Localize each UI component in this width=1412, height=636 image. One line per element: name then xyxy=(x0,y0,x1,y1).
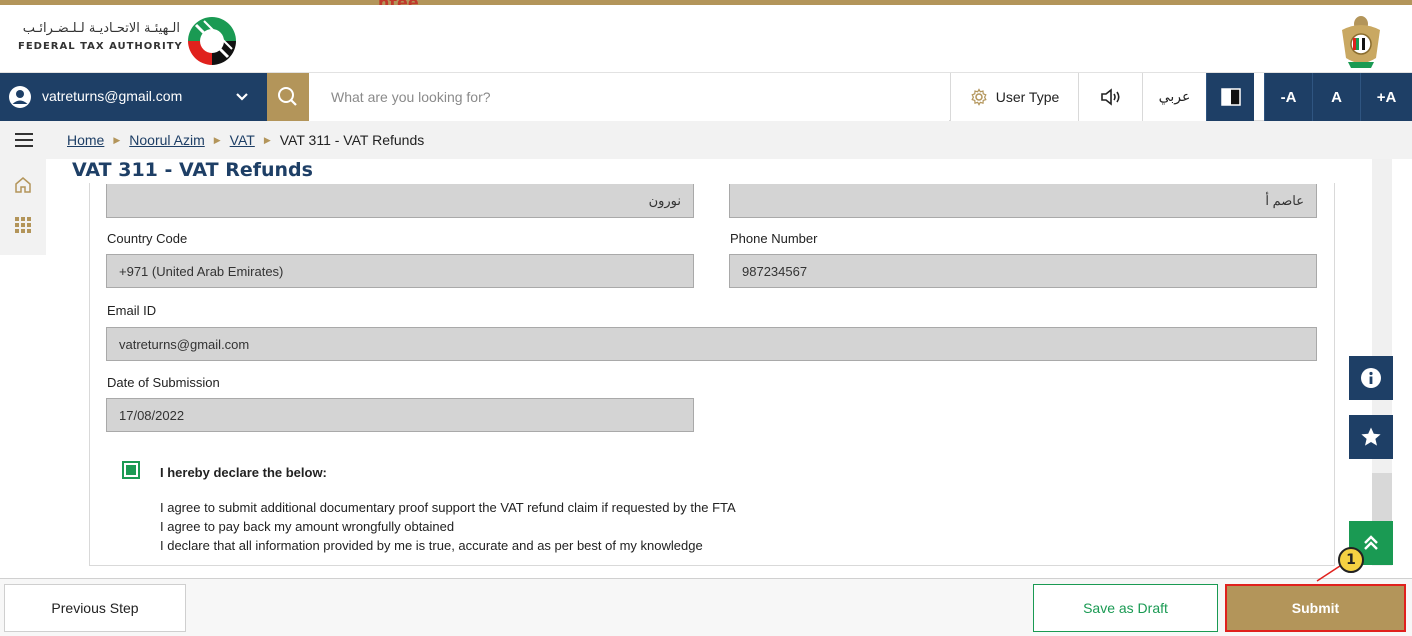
chevron-down-icon[interactable] xyxy=(232,86,252,106)
breadcrumb-user[interactable]: Noorul Azim xyxy=(129,132,205,148)
fta-logo-icon xyxy=(184,13,240,69)
left-sidebar xyxy=(0,159,46,255)
font-reset-button[interactable]: A xyxy=(1312,73,1360,121)
save-as-draft-button[interactable]: Save as Draft xyxy=(1033,584,1218,632)
user-avatar-icon xyxy=(8,85,32,109)
site-header xyxy=(0,5,1412,73)
email-field[interactable]: vatreturns@gmail.com xyxy=(106,327,1317,361)
declaration-title: I hereby declare the below: xyxy=(160,465,327,480)
page-title: VAT 311 - VAT Refunds xyxy=(72,159,313,181)
breadcrumb-vat[interactable]: VAT xyxy=(229,132,255,148)
nav-bar xyxy=(0,73,1412,121)
breadcrumb-separator-icon: ▶ xyxy=(113,134,121,145)
info-button[interactable] xyxy=(1349,356,1393,400)
sidebar-apps[interactable] xyxy=(0,205,46,245)
step-callout-badge: 1 xyxy=(1338,547,1364,573)
previous-step-button[interactable]: Previous Step xyxy=(4,584,186,632)
phone-number-label: Phone Number xyxy=(730,231,818,246)
breadcrumb xyxy=(67,132,424,148)
logo-text-english: FEDERAL TAX AUTHORITY xyxy=(18,41,183,52)
favorite-button[interactable] xyxy=(1349,415,1393,459)
info-icon xyxy=(1360,367,1382,389)
user-email: vatreturns@gmail.com xyxy=(42,88,183,104)
user-menu[interactable] xyxy=(0,73,267,121)
action-bar xyxy=(0,578,1412,636)
hamburger-menu-icon xyxy=(15,133,33,147)
gear-icon xyxy=(970,88,988,106)
breadcrumb-bar xyxy=(0,121,1412,159)
email-label: Email ID xyxy=(107,303,157,318)
user-type-button[interactable] xyxy=(950,73,1078,121)
logo-text-arabic: الـهيئـة الاتحـاديـة لـلـضـرائـب xyxy=(22,21,180,36)
star-icon xyxy=(1360,426,1382,448)
breadcrumb-current: VAT 311 - VAT Refunds xyxy=(279,132,425,148)
menu-button[interactable] xyxy=(0,121,48,159)
font-increase-button[interactable]: +A xyxy=(1360,73,1412,121)
uae-emblem-icon xyxy=(1336,10,1386,72)
date-of-submission-label: Date of Submission xyxy=(107,375,220,390)
home-icon xyxy=(14,176,32,194)
font-decrease-button[interactable]: -A xyxy=(1264,73,1312,121)
breadcrumb-separator-icon: ▶ xyxy=(213,134,221,145)
speaker-button[interactable] xyxy=(1078,73,1142,121)
phone-number-field[interactable]: 987234567 xyxy=(729,254,1317,288)
name-field-right[interactable]: عاصم أ xyxy=(729,184,1317,218)
contrast-icon xyxy=(1221,88,1241,106)
search-icon xyxy=(267,73,309,121)
search-button[interactable] xyxy=(267,73,309,121)
contrast-button[interactable] xyxy=(1206,73,1254,121)
breadcrumb-home[interactable]: Home xyxy=(67,132,105,148)
breadcrumb-separator-icon: ▶ xyxy=(263,134,271,145)
sidebar-home[interactable] xyxy=(0,165,46,205)
declaration-line: I agree to pay back my amount wrongfully obtained xyxy=(160,519,455,534)
grid-apps-icon xyxy=(15,217,31,233)
double-chevron-up-icon xyxy=(1361,533,1381,553)
country-code-field[interactable]: +971 (United Arab Emirates) xyxy=(106,254,694,288)
declaration-line: I agree to submit additional documentary proof support the VAT refund claim if requested by the FTA xyxy=(160,500,736,515)
speaker-icon xyxy=(1100,88,1122,106)
country-code-label: Country Code xyxy=(107,231,188,246)
language-toggle[interactable]: عربي xyxy=(1142,73,1206,121)
name-field-left[interactable]: نورون xyxy=(106,184,694,218)
declaration-checkbox[interactable] xyxy=(122,461,140,479)
submit-button[interactable]: Submit xyxy=(1225,584,1406,632)
search-input[interactable] xyxy=(309,73,949,121)
declaration-line: I declare that all information provided by me is true, accurate and as per best of my knowledge xyxy=(160,538,703,553)
user-type-label: User Type xyxy=(995,89,1060,105)
date-of-submission-field[interactable]: 17/08/2022 xyxy=(106,398,694,432)
